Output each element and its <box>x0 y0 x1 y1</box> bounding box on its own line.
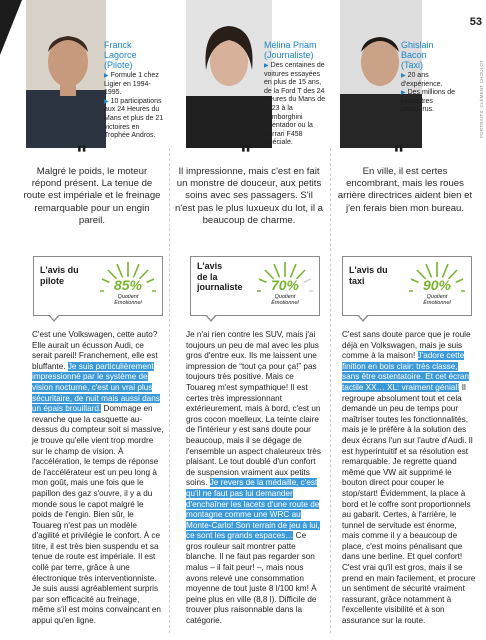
bio-point: ▶ Des millions de kilomètres parcourus. <box>401 89 456 114</box>
bullet-triangle-icon: ▶ <box>401 73 406 79</box>
quotient-percent: 70% <box>270 277 300 293</box>
bio-point: ▶ Formule 1 chez Ligier en 1994-1995. <box>104 72 159 97</box>
person-name: Franck Lagorce <box>104 40 137 60</box>
avis-box-pilot <box>33 256 163 316</box>
bullet-triangle-icon: ▶ <box>104 73 109 79</box>
quote-mark-icon: " <box>393 142 402 168</box>
quotient-label: Quotient Émotionnel <box>271 294 299 306</box>
person-role: (Journaliste) <box>264 50 314 60</box>
bullet-triangle-icon: ▶ <box>104 98 109 105</box>
person-name: Mélina Priam <box>264 40 317 50</box>
avis-label: L'avis de la journaliste <box>197 261 243 292</box>
highlighted-text: Je revers de la médaille, c'est qu'il ne faut pas lui demander d'enchaîner les lacets d'une route de montagne comme une WRC au Monte-Carlo! Son terrain de jeu à lui, ce sont les grands espaces… <box>186 478 320 541</box>
avis-label: L'avis du taxi <box>349 265 388 286</box>
quotient-label: Quotient Émotionnel <box>114 294 142 306</box>
body-text-journalist: Je n'ai rien contre les SUV, mais j'ai toujours un peu de mal avec les plus gros d'entre eux. Ils me laissent une impression de “tout ça pour ça!” pas toujours très positive. Mais ce Touareg m'est sympathique! Il est certes très impressionnant extérieurement, mais à bord, c'est un gros cocon moelleux. La teinte claire de l'intérieur y est sans doute pour beaucoup, mais il se dégage de l'ensemble un aspect chaleureux très plaisant. Le tout doublé d'un confort de suspension vraiment aux petits soins. Je revers de la médaille, c'est qu'il ne faut pas lui demander d'enchaîner les lacets d'une route de montagne comme une WRC au Monte-Carlo! Son terrain de jeu à lui, ce sont les grands espaces… Ce gros rouleur sait montrer patte blanche. Il ne faut pas regarder son malus – il fait peur! –, mais nous avons relevé une consommation moyenne de tout juste 8 l/100 km! À peine plus en ville (8,8 l). Difficile de trouver plus raisonnable dans la catégorie. <box>186 330 321 626</box>
column-divider <box>330 148 331 633</box>
bullet-triangle-icon: ▶ <box>401 90 406 97</box>
body-text-taxi: C'est sans doute parce que je roule déjà en Volkswagen, mais je suis comme à la maison! J'adore cette finition en bois clair: très classe, sans être ostentatoire. Et cet écran tactile XX… XL: vraiment génial! Il regroupe absolument tout et cela demande un peu de temps pour maîtriser toutes les fonctionnalités, mais je le préfère à la solution des deux écrans l'un sur l'autre d'Audi. Il est hyperintuitif et sa résolution est remarquable. Je regrette quand même que VW ait supprimé le bouton direct pour couper le stop/start! Évidemment, la place à bord et le coffre sont proportionnels au gabarit. Certes, à l'arrière, le tunnel de servitude est énorme, mais comme il y a beaucoup de place, c'est moins pénalisant que dans une berline. Et quel confort! C'est vrai qu'il est gros, mais il se prend en main facilement, et procure un sentiment de sécurité vraiment rassurant, grâce notamment à l'excellente visibilité et à son assurance sur la route. <box>342 330 476 626</box>
bio-journalist <box>264 40 328 148</box>
portrait-photo-journalist <box>186 0 272 148</box>
quote-mark-icon: " <box>240 142 249 168</box>
avis-box-journalist <box>190 256 320 316</box>
quotient-percent: 85% <box>113 277 143 293</box>
quote-journalist: Il impressionne, mais c'est en fait un monstre de douceur, aux petits soins avec ses passagers. S'il n'est pas le plus luxueux du lot, il a beaucoup de charme. <box>175 166 323 226</box>
quote-mark-icon: " <box>76 142 85 168</box>
bio-point: ▶ 20 ans d'expérience. <box>401 72 443 88</box>
bio-pilot <box>104 40 164 141</box>
avis-label: L'avis du pilote <box>40 265 79 286</box>
body-text-pilot: C'est une Volkswagen, cette auto? Elle aurait un écusson Audi, ce serait pareil! Franchement, elle est bluffante. Je suis particulièrement impressionné par le système de vision nocturne, c'est un vrai plus sécuritaire, de nuit mais aussi dans un épais brouillard. Dommage en revanche que la casquette au-dessus du compteur soit si massive, je trouve qu'elle vient trop mordre sur le champ de vision. À l'accélération, le temps de réponse de l'accélérateur est un peu long à mon goût, mais une fois que le papillon des gaz s'ouvre, il y a du monde sous le capot malgré le poids de l'engin. Bien sûr, le Touareg n'est pas un modèle d'agilité et privilégie le confort. À ce titre, il est très bien suspendu et sa tenue de route est impériale. Il est collé par terre, grâce à une électronique très interventionniste. Je suis aussi agréablement surpris par son efficacité au freinage, même s'il est moins convaincant en appui qu'en ligne. <box>32 330 164 626</box>
person-role: (Pilote) <box>104 60 133 70</box>
bio-point: ▶ 10 participations aux 24 Heures du Mans et plus de 21 victoires en Trophée Andros. <box>104 97 164 140</box>
page-number: 53 <box>469 16 482 28</box>
person-name: Ghislain Bacon <box>401 40 434 60</box>
quote-taxi: En ville, il est certes encombrant, mais les roues arrière directrices aident bien et j'en ferais bien mon bureau. <box>337 166 473 214</box>
corner-decoration <box>0 0 22 55</box>
highlighted-text: J'adore cette finition en bois clair: très classe, sans être ostentatoire. Et cet écran tactile XX… XL: vraiment génial! <box>342 351 469 392</box>
photo-credit: PORTRAITS: CLÉMENT CHOULOT <box>479 60 484 139</box>
bullet-triangle-icon: ▶ <box>264 63 269 69</box>
portrait-photo-pilot <box>26 0 106 148</box>
quote-pilot: Malgré le poids, le moteur répond présent. La tenue de route est impériale et le freinage remarquable pour un engin pareil. <box>23 166 161 226</box>
bio-point: ▶ Des centaines de voitures essayées en plus de 15 ans, de la Ford T des 24 Heures du Mans de 1923 à la Lamborghini Aventador ou la Ferrari F458 Spéciale. <box>264 62 326 147</box>
avis-box-taxi <box>342 256 472 316</box>
highlighted-text: Je suis particulièrement impressionné par le système de vision nocturne, c'est un vrai plus sécuritaire, de nuit mais aussi dans un épais brouillard. <box>32 361 160 414</box>
bio-taxi <box>401 40 461 115</box>
person-role: (Taxi) <box>401 60 423 70</box>
quotient-label: Quotient Émotionnel <box>423 294 451 306</box>
column-divider <box>169 148 170 633</box>
quotient-percent: 90% <box>422 277 452 293</box>
